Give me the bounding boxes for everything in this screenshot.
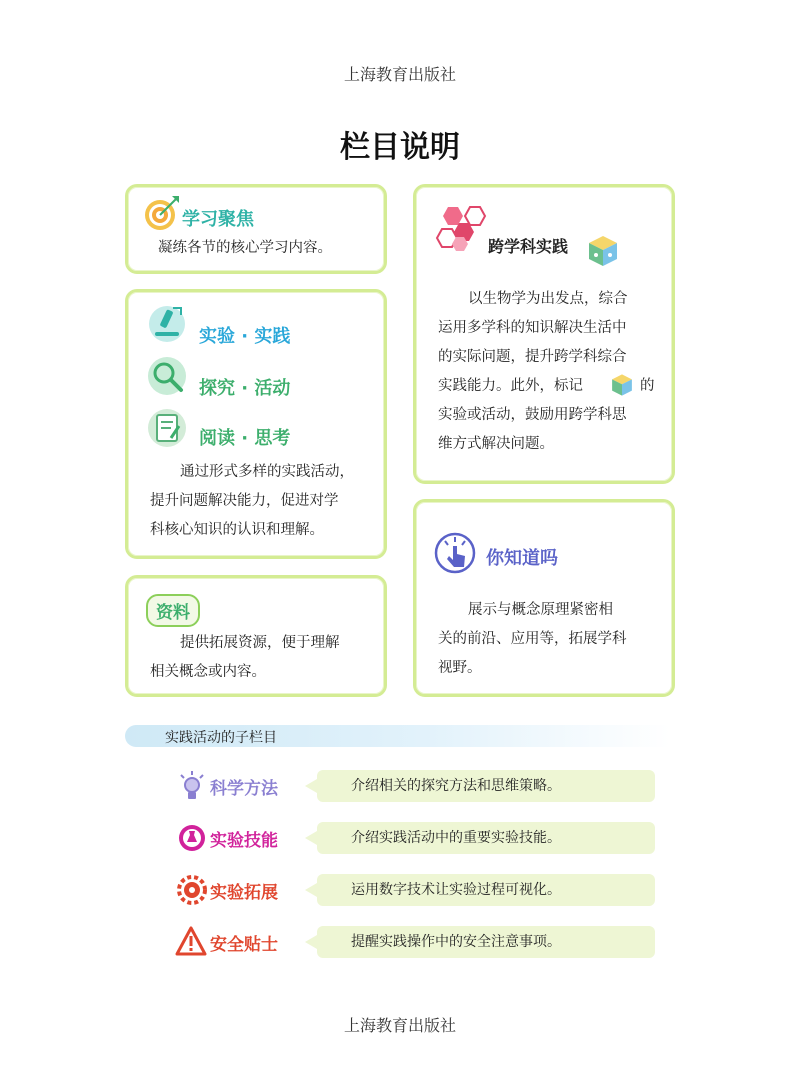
subcolumn-row-safety xyxy=(175,926,655,960)
resources-text-2: 相关概念或内容。 xyxy=(150,664,266,680)
didyouknow-label: 你知道吗 xyxy=(486,548,558,569)
touch-icon xyxy=(434,532,476,574)
inter-text-1: 以生物学为出发点，综合 xyxy=(468,291,628,307)
inter-text-4b: 的 xyxy=(640,378,655,394)
subcolumn-row-exp-skill xyxy=(175,822,655,856)
safety-desc: 提醒实践操作中的安全注意事项。 xyxy=(317,926,655,958)
card-focus xyxy=(125,184,387,274)
inter-text-5: 实验或活动，鼓励用跨学科思 xyxy=(438,407,627,423)
cube-marker-icon xyxy=(610,373,634,397)
lightbulb-icon xyxy=(177,770,207,802)
dyk-text-2: 关的前沿、应用等，拓展学科 xyxy=(438,631,627,647)
focus-text: 凝练各节的核心学习内容。 xyxy=(158,240,332,256)
subcolumn-row-exp-extend xyxy=(175,874,655,908)
target-icon xyxy=(142,193,182,233)
resources-label: 资料 xyxy=(146,594,200,627)
exp-extend-label: 实验拓展 xyxy=(210,883,278,903)
practice-text-2: 提升问题解决能力，促进对学 xyxy=(150,493,339,509)
card-resources xyxy=(125,575,387,697)
exp-skill-desc: 介绍实践活动中的重要实验技能。 xyxy=(317,822,655,854)
publisher-footer: 上海教育出版社 xyxy=(343,1016,456,1035)
card-didyouknow xyxy=(413,499,675,697)
science-method-desc: 介绍相关的探究方法和思维策略。 xyxy=(317,770,655,802)
dyk-text-3: 视野。 xyxy=(438,660,482,676)
publisher-header: 上海教育出版社 xyxy=(343,65,456,84)
gear-icon xyxy=(177,875,207,905)
practice-text-1: 通过形式多样的实践活动， xyxy=(180,464,354,480)
inter-text-3: 的实际问题，提升跨学科综合 xyxy=(438,349,627,365)
subcolumn-banner-label: 实践活动的子栏目 xyxy=(165,730,277,746)
page-title: 栏目说明 xyxy=(340,130,460,165)
practice-item-reading: 阅读 · 思考 xyxy=(199,428,291,449)
interdisciplinary-label: 跨学科实践 xyxy=(488,237,569,256)
science-method-label: 科学方法 xyxy=(210,779,278,799)
inter-text-4: 实践能力。此外，标记 xyxy=(438,378,583,394)
warning-icon xyxy=(175,926,207,956)
resources-text-1: 提供拓展资源，便于理解 xyxy=(180,635,340,651)
cube-icon xyxy=(586,234,620,268)
exp-skill-label: 实验技能 xyxy=(210,831,278,851)
magnifier-icon xyxy=(145,354,189,398)
exp-extend-desc: 运用数字技术让实验过程可视化。 xyxy=(317,874,655,906)
practice-item-experiment: 实验 · 实践 xyxy=(199,326,291,347)
microscope-icon xyxy=(145,302,189,344)
practice-text-3: 科核心知识的认识和理解。 xyxy=(150,522,324,538)
card-interdisciplinary xyxy=(413,184,675,484)
book-icon xyxy=(145,406,189,450)
subcolumn-banner xyxy=(125,725,670,747)
card-practice xyxy=(125,289,387,559)
safety-label: 安全贴士 xyxy=(210,935,278,955)
practice-item-explore: 探究 · 活动 xyxy=(199,378,291,399)
dyk-text-1: 展示与概念原理紧密相 xyxy=(468,602,613,618)
inter-text-2: 运用多学科的知识解决生活中 xyxy=(438,320,627,336)
inter-text-6: 维方式解决问题。 xyxy=(438,436,554,452)
subcolumn-row-science-method xyxy=(175,770,655,804)
hexagon-cluster-icon xyxy=(434,205,488,255)
flask-badge-icon xyxy=(177,823,207,853)
focus-label: 学习聚焦 xyxy=(182,209,254,230)
